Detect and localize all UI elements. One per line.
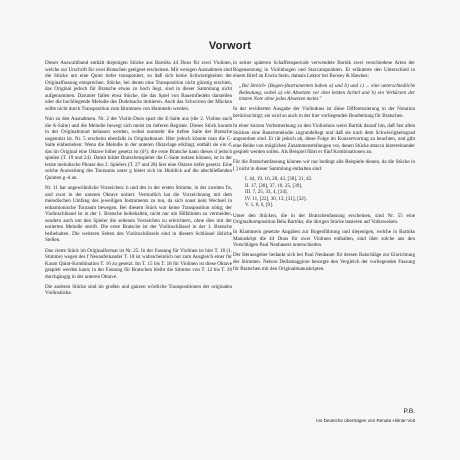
right-column xyxy=(233,60,415,276)
list-item: V. 1, 8, 6, [9]. xyxy=(245,202,274,209)
translator-note: Ins Deutsche übertragen von Renate Hilmar-Voit xyxy=(316,418,415,423)
paragraph: In Klammern gesetzte Angaben zur Bogenführung und diejenigen, welche in Bartóks Manuskript die 44 Duos für zwei Violinen enthalten, sind über solche aus den Vorschlägen Paul Neubauers unterschieden. xyxy=(233,229,415,249)
page-title: Vorwort xyxy=(208,40,252,52)
paragraph: Der Herausgeber bedankt sich bei Paul Neubauer für dessen Ratschläge zur Einrichtung der Stimmen. Nelson Dellamaggiore besorgte den Vergleich der vorliegenden Fassung für Bratschen mit den Originalmanuskripten. xyxy=(233,252,415,272)
paragraph: in seiner späteren Schaffensperiode verwendete Bartók zwei verschiedene Arten der Bogensetzung in Violinbogen und Staccatopunkten. Er erläuterte den Unterschied in einem Brief an Erwin Stein, damals Lektor bei Boosey & Hawkes: xyxy=(233,60,415,80)
paragraph: Für die Bratschenfassung können wir nur bedingt alle Beispiele dienen, da die Stücke in [ ] nicht in dieser Sammlung enthalten sind: xyxy=(233,159,415,173)
paragraph: Unter den Stücken, die in der Bratschenfassung erscheinen, sind Nr. 55 eine Originalkomposition Béla Bartóks; die übrigen Stücke basieren auf Volksweisen. xyxy=(233,212,415,226)
paragraph: In einer kurzen Vorbemerkung zu den Violinduos weist Bartók darauf hin, daß fast allen Stücken eine Bauernmelodie zugrundeliegt und daß sie nach dem Schwierigkeitsgrad angeordnet sind. Er rät jedoch ab, diese Folge im Konzertvortrag zu beachten, und gibt eine Reihe von möglichen Zusammenstellungen vor, denen Stücke attacca hintereinander gespielt werden sollen. Als Beispiel führt er fünf Kombinationen an. xyxy=(233,123,415,156)
paragraph: Nr. 11 hat ungewöhnliche Vorzeichen: b und des in der ersten Stimme, in der zweiten fis, und zwar in der unteren Oktave notiert. Vermutlich hat die Vorzeichnung mit dem melodischen Umfang des jeweiligen Instruments zu tun, da sich sonst kein Wechsel in enharmonische Tonraum bewegen. Bei diesem Stück war keine Transposition nötig; der Violinschlüssel ist in der 1. Bratsche beibehalten, nicht nur um Hilfslinien zu vermeiden, sondern auch um den Spieler die seltenen Vorzeichen zu erleichtern, ohne dies mit der notierten Melodie streift. Die erste Bratsche ist der Violinschlüssel in der 1. Bratsche beibehalten. Die weiteren Seiten des Violinschlüssels sind in diesem Schlüssel übliche Stellen. xyxy=(45,185,232,244)
paragraph: Das vierte Stück im Originalformat ist Nr. 25. In der Fassung für Violinen ist hier T. 18 (1. Stimme) wegen des f Neuaufeinander T. 18 ist wahrscheinlich nur zum Ausgleich einer für Kaum Quint-Kombination T. 16 zu gesetzt. Im T. 15 bis T. 18 für Violinen ist diese Oktave gespielt werden kann; in der Fassung für Bratschen bleibt die Stimme von T. 12 bis T. 20 durchgängig in der unteren Oktave. xyxy=(45,247,232,280)
paragraph: Nun zu den Ausnahmen. Nr. 2 der Violin-Duos spart die E-Saite aus (die 2. Violine auch die A-Saite) und die Melodie bewegt sich meist im tieferen Register. Dieses Stück konnte in der Originaltonart belassen werden, wobei nunmehr die tiefste Saite der Bratsche ungenutzt ist. Nr. 5 erscheint ebenfalls in Originaltonart. Hier jedoch könnte man die C-Saite einbeziehen: Wenn die Melodie in der unteren Oktavlage erklingt, enthält sie ein d, das im Original eine Oktave höher gesetzt ist (d²); die erste Bratsche kann dieses d jedoch spielen (T. 19 und 24). Damit bildet Bratschenspieler die C-Saite nutzen können, ist in der letzte melodische Phrase des 2. Spielers (T. 27 und 28) hier eine Oktave tiefer gesetzt. Eine solche Ausweitung des Tonraums unter g bietet sich im Hinblick auf die abschließenden Quinten g–d an. xyxy=(45,115,232,181)
list-item: III. 7, 25, 33, 4, [34]. xyxy=(245,189,288,196)
paragraph: In der revidierten Ausgabe der Violinduos ist diese Differenzierung in der Notation berücksichtigt; sie wird so auch in der hier vorliegenden Bearbeitung für Bratschen. xyxy=(233,106,415,120)
list-item: IV. 11, [22], 30, 13, [31], [32]. xyxy=(245,195,307,202)
list-item: II. 17, [38], 37, 10, 25, [39]. xyxy=(245,182,303,189)
left-column xyxy=(45,60,232,301)
paragraph: Die anderen Stücke sind im großen und ganzen wörtliche Transpositionen der originalen Violinstücke. xyxy=(45,283,232,297)
signature-initials: P.B. xyxy=(403,408,415,415)
list-item: I. 44, 19, 16, 28, 43, [38], 21, 42. xyxy=(245,176,313,183)
quotation: „Bei Streich- (Bogen-)Instrumenten haben a) und b) und c) ... eine unterschiedliche Bedeutung, wobei a) ein Absetzen vor dem letzten Achtel und b) ein Verkürzen der letzten Note ohne jedes Absetzen meint." xyxy=(239,83,415,103)
paragraph: Dieser Auswahlband enthält diejenigen Stücke aus Bartóks 44 Duos für zwei Violinen, welche zur Urschrift für zwei Bratschen geeignet erscheinen. Mit wenigen Ausnahmen sind die Stücke um eine Quint tiefer transponiert, so daß sich keine Schwierigkeiten der Originalfassung entsprechen. Stücke, bei denen eine Transposition nicht günstig erschien, das Original jedoch für Bratsche etwas zu hoch liegt, sind in dieser Sammlung nicht aufgenommen. Darunter fallen etwa Stücke, die das Spiel von Bauernfiedeln darstellen oder die hochliegende Melodie des Dudelsacks imitieren. Auch das Schwirren der Mücken sollte nicht durch Transposition zum Brummen von Hummeln werden. xyxy=(45,60,232,112)
